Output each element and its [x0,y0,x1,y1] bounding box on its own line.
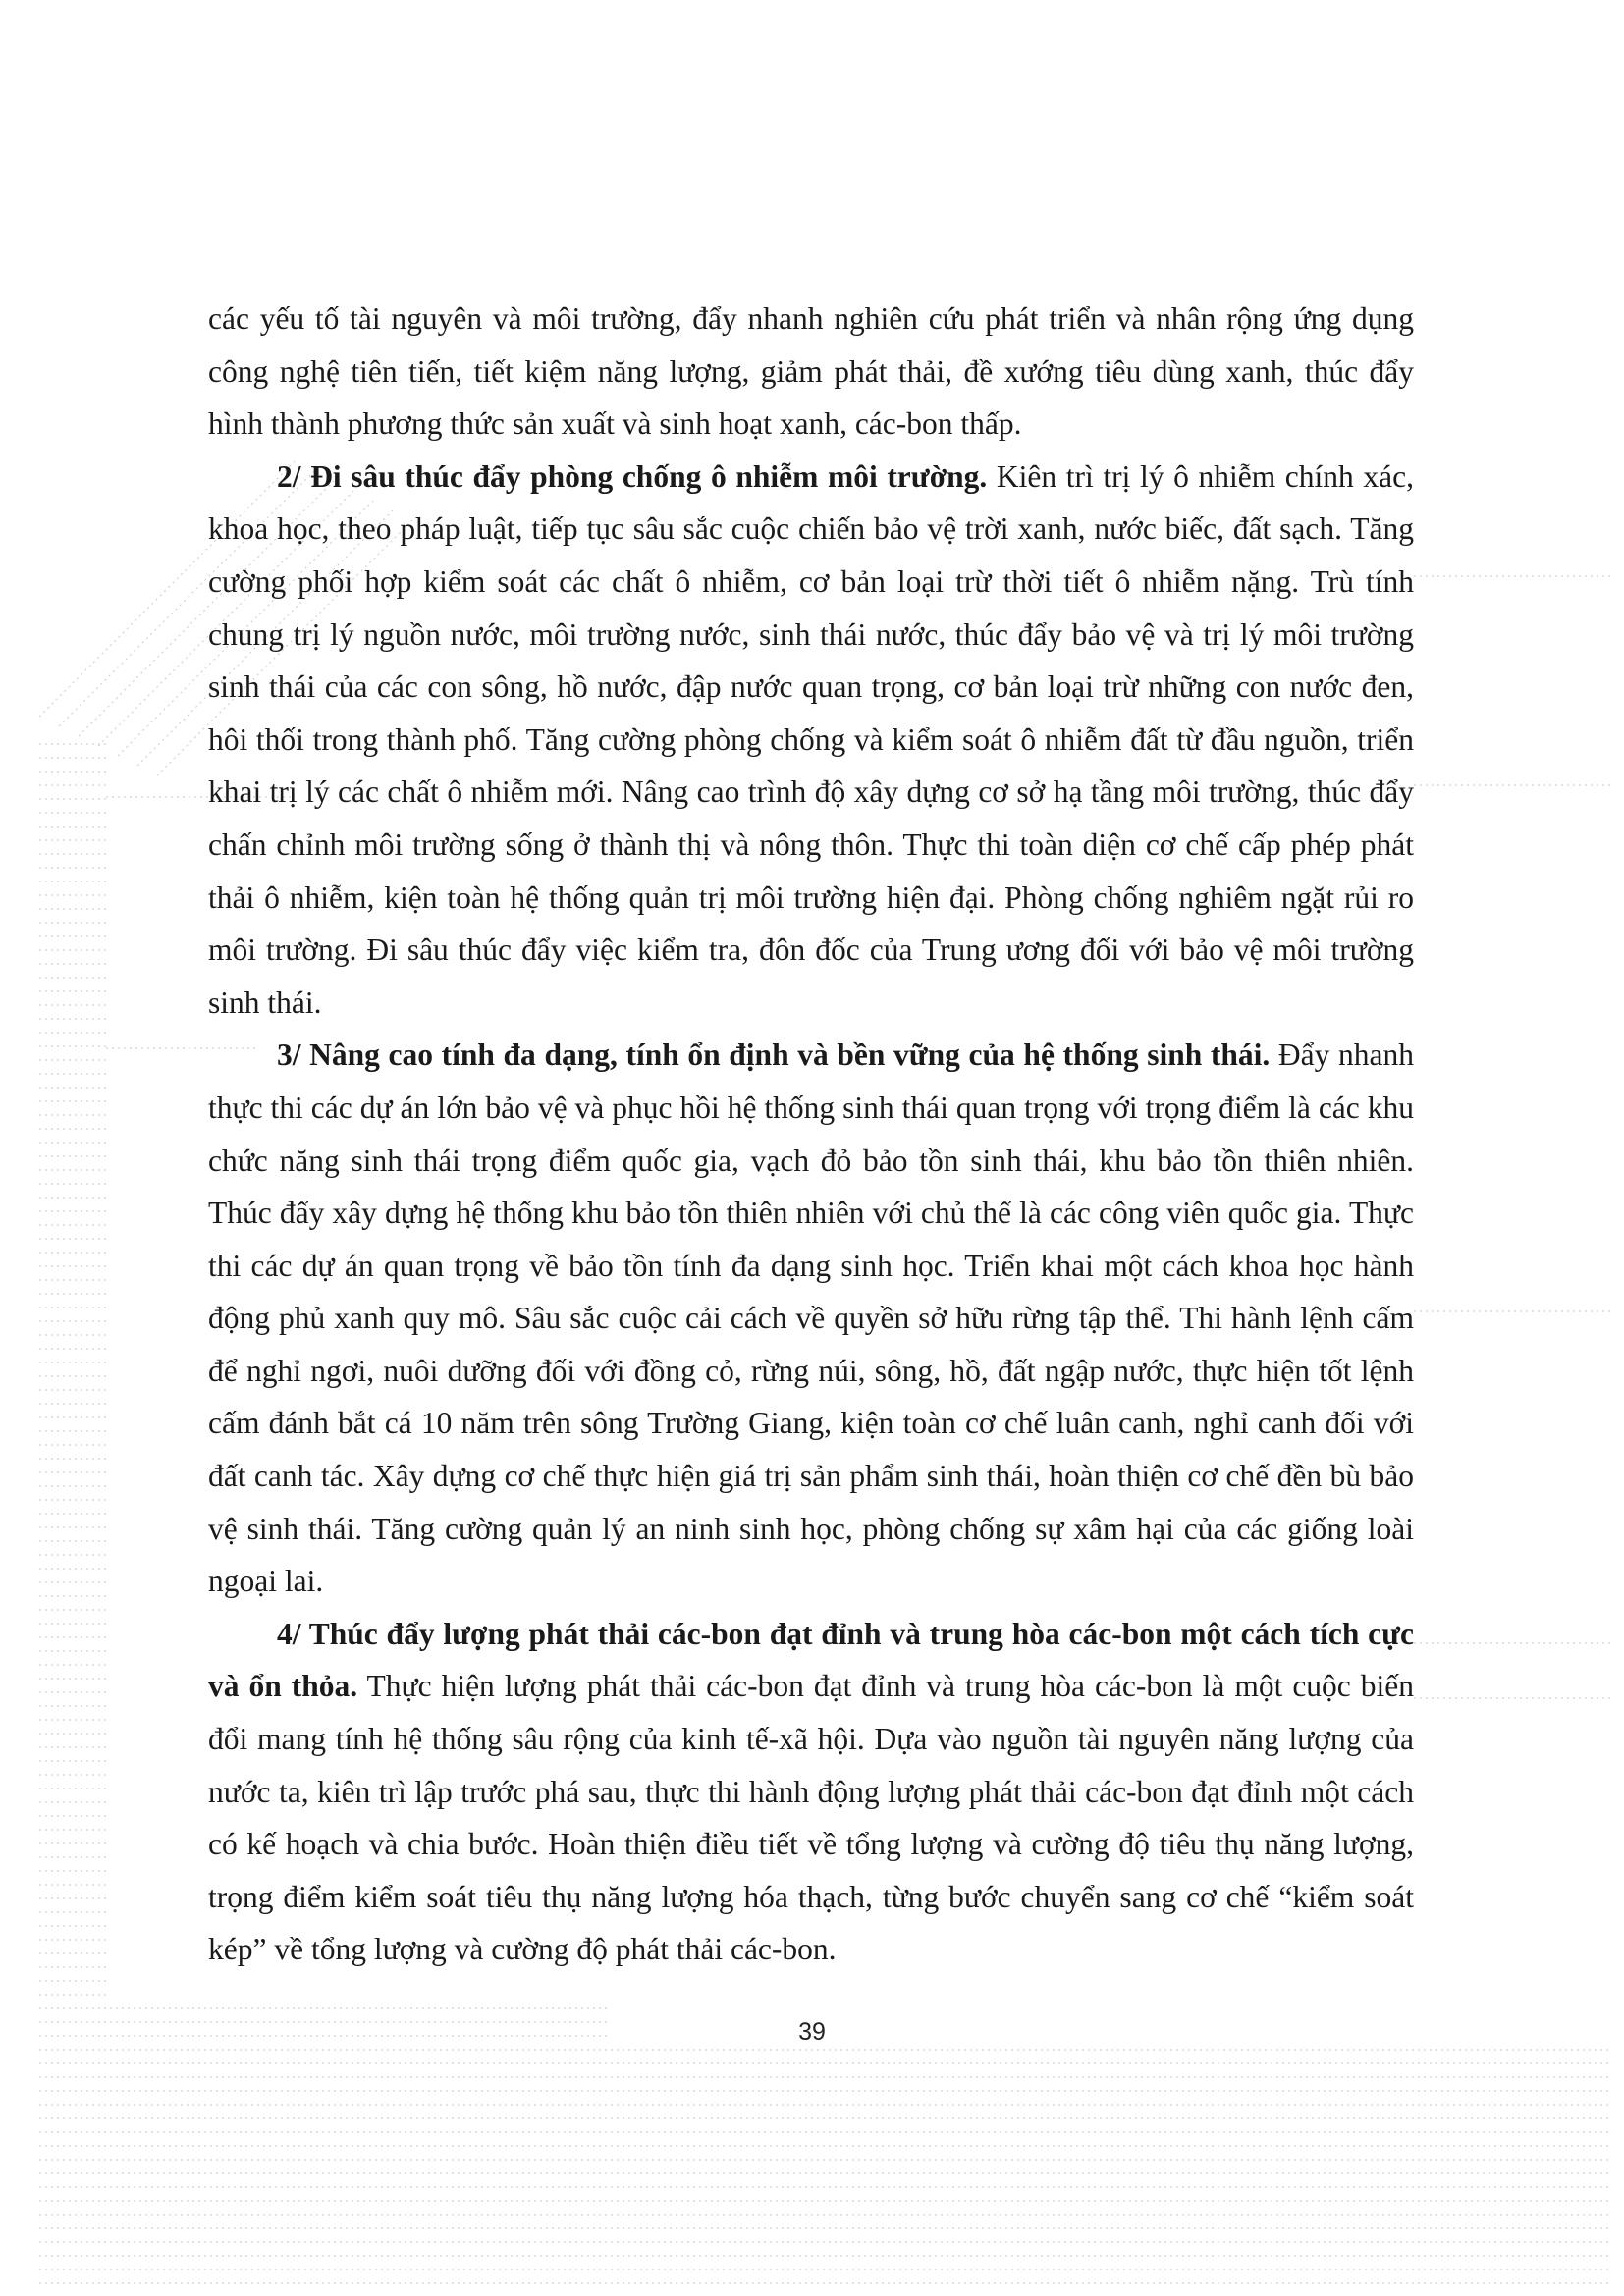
paragraph-1-text: các yếu tố tài nguyên và môi trường, đẩy nhanh nghiên cứu phát triển và nhân rộng ứng dụng công nghệ tiên tiến, tiết kiệm năng lượng, giảm phát thải, đề xướng tiêu dùng xanh, thúc đẩy hình thành phương thức sản xuất và sinh hoạt xanh, các-bon thấp. [208,301,1414,442]
body-text [208,293,1414,1976]
paragraph-2 [208,451,1414,1030]
section-2-heading: 2/ Đi sâu thúc đẩy phòng chống ô nhiễm môi trường. [277,458,988,494]
paragraph-1 [208,293,1414,451]
paragraph-4-text: Thực hiện lượng phát thải các-bon đạt đỉnh và trung hòa các-bon là một cuộc biến đổi mang tính hệ thống sâu rộng của kinh tế-xã hội. Dựa vào nguồn tài nguyên năng lượng của nước ta, kiên trì lập trước phá sau, thực thi hành động lượng phát thải các-bon đạt đỉnh một cách có kế hoạch và chia bước. Hoàn thiện điều tiết về tổng lượng và cường độ tiêu thụ năng lượng, trọng điểm kiểm soát tiêu thụ năng lượng hóa thạch, từng bước chuyển sang cơ chế “kiểm soát kép” về tổng lượng và cường độ phát thải các-bon. [208,1669,1414,1967]
paragraph-2-text: Kiên trì trị lý ô nhiễm chính xác, khoa học, theo pháp luật, tiếp tục sâu sắc cuộc chiến bảo vệ trời xanh, nước biếc, đất sạch. Tăng cường phối hợp kiểm soát các chất ô nhiễm, cơ bản loại trừ thời tiết ô nhiễm nặng. Trù tính chung trị lý nguồn nước, môi trường nước, sinh thái nước, thúc đẩy bảo vệ và trị lý môi trường sinh thái của các con sông, hồ nước, đập nước quan trọng, cơ bản loại trừ những con nước đen, hôi thối trong thành phố. Tăng cường phòng chống và kiểm soát ô nhiễm đất từ đầu nguồn, triển khai trị lý các chất ô nhiễm mới. Nâng cao trình độ xây dựng cơ sở hạ tầng môi trường, thúc đẩy chấn chỉnh môi trường sống ở thành thị và nông thôn. Thực thi toàn diện cơ chế cấp phép phát thải ô nhiễm, kiện toàn hệ thống quản trị môi trường hiện đại. Phòng chống nghiêm ngặt rủi ro môi trường. Đi sâu thúc đẩy việc kiểm tra, đôn đốc của Trung ương đối với bảo vệ môi trường sinh thái. [208,458,1414,1020]
page-number: 39 [798,2018,826,2046]
section-4-heading: 4/ Thúc đẩy lượng phát thải các-bon đạt đỉnh và trung hòa các-bon một cách tích cực và ổn thỏa. [208,1616,1414,1704]
paragraph-3 [208,1029,1414,1608]
paragraph-4 [208,1608,1414,1976]
paragraph-3-text: Đẩy nhanh thực thi các dự án lớn bảo vệ và phục hồi hệ thống sinh thái quan trọng với trọng điểm là các khu chức năng sinh thái trọng điểm quốc gia, vạch đỏ bảo tồn sinh thái, khu bảo tồn thiên nhiên. Thúc đẩy xây dựng hệ thống khu bảo tồn thiên nhiên với chủ thể là các công viên quốc gia. Thực thi các dự án quan trọng về bảo tồn tính đa dạng sinh học. Triển khai một cách khoa học hành động phủ xanh quy mô. Sâu sắc cuộc cải cách về quyền sở hữu rừng tập thể. Thi hành lệnh cấm để nghỉ ngơi, nuôi dưỡng đối với đồng cỏ, rừng núi, sông, hồ, đất ngập nước, thực hiện tốt lệnh cấm đánh bắt cá 10 năm trên sông Trường Giang, kiện toàn cơ chế luân canh, nghỉ canh đối với đất canh tác. Xây dựng cơ chế thực hiện giá trị sản phẩm sinh thái, hoàn thiện cơ chế đền bù bảo vệ sinh thái. Tăng cường quản lý an ninh sinh học, phòng chống sự xâm hại của các giống loài ngoại lai. [208,1038,1414,1599]
section-3-heading: 3/ Nâng cao tính đa dạng, tính ổn định và bền vững của hệ thống sinh thái. [277,1038,1271,1073]
